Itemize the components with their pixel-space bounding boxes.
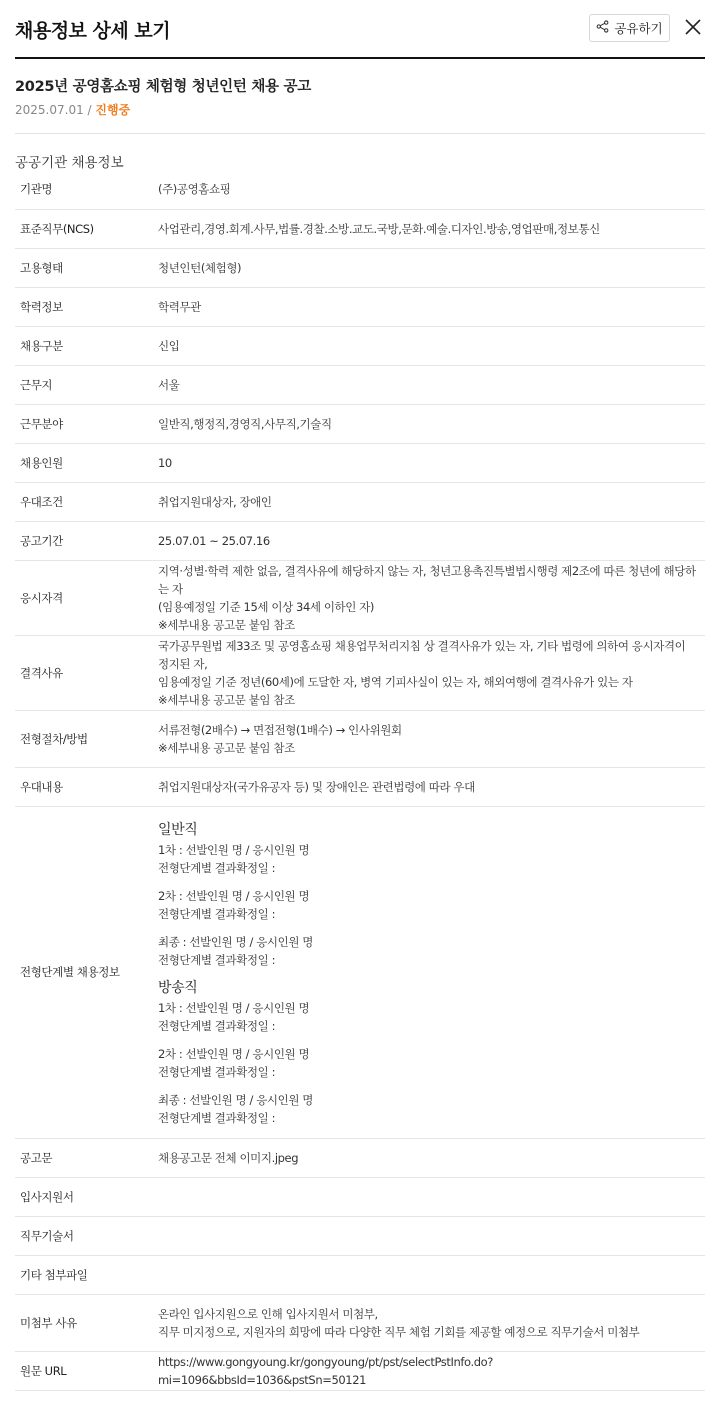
row-value — [158, 404, 705, 443]
table-row — [15, 1255, 705, 1294]
value-line: 온라인 입사지원으로 인해 입사지원서 미첨부, — [158, 1306, 378, 1321]
stage-info — [158, 806, 705, 1138]
value-line: (임용예정일 기준 15세 이상 34세 이하인 자) — [158, 599, 375, 614]
table-row — [15, 482, 705, 521]
row-label: 전형절차/방법 — [15, 710, 158, 767]
row-value — [158, 710, 705, 767]
value-line: 서류전형(2배수) → 면접전형(1배수) → 인사위원회 — [158, 722, 402, 737]
row-label: 공고기간 — [15, 521, 158, 560]
row-value — [158, 521, 705, 560]
post-meta — [15, 101, 130, 118]
row-label: 우대조건 — [15, 482, 158, 521]
spacer — [158, 1081, 697, 1091]
stage-line: 최종 : 선발인원 명 / 응시인원 명 — [158, 1092, 313, 1107]
row-label: 입사지원서 — [15, 1177, 158, 1216]
stage-line: 1차 : 선발인원 명 / 응시인원 명 — [158, 1000, 310, 1015]
value-line: 학력무관 — [158, 299, 201, 314]
row-label: 채용인원 — [15, 443, 158, 482]
table-row — [15, 170, 705, 209]
row-label: 학력정보 — [15, 287, 158, 326]
row-label: 우대내용 — [15, 767, 158, 806]
row-value — [158, 767, 705, 806]
row-value — [158, 1216, 705, 1255]
row-label: 기타 첨부파일 — [15, 1255, 158, 1294]
value-line: 직무 미지정으로, 지원자의 희망에 따라 다양한 직무 체험 기회를 제공할 예정으로 직무기술서 미첨부 — [158, 1324, 640, 1339]
row-label: 고용형태 — [15, 248, 158, 287]
row-label: 채용구분 — [15, 326, 158, 365]
page-title: 채용정보 상세 보기 — [15, 20, 171, 42]
attachment-link[interactable]: 채용공고문 전체 이미지.jpeg — [158, 1150, 299, 1165]
value-line: 취업지원대상자(국가유공자 등) 및 장애인은 관련법령에 따라 우대 — [158, 779, 475, 794]
value-line: 지역·성별·학력 제한 없음, 결격사유에 해당하지 않는 자, 청년고용촉진특별법시행령 제2조에 따른 청년에 해당하는 자 — [158, 563, 696, 596]
row-label: 공고문 — [15, 1138, 158, 1177]
table-row — [15, 443, 705, 482]
row-value — [158, 1294, 705, 1351]
value-line: 국가공무원법 제33조 및 공영홈쇼핑 채용업무처리지침 상 결격사유가 있는 자, 기타 법령에 의하여 응시자격이 정지된 자, — [158, 638, 686, 671]
stage-line: 전형단계별 결과확정일 : — [158, 1018, 276, 1033]
stage-line: 최종 : 선발인원 명 / 응시인원 명 — [158, 934, 313, 949]
divider — [15, 133, 705, 134]
spacer — [158, 1035, 697, 1045]
info-table — [15, 170, 705, 1391]
value-line: 사업관리,경영.회계.사무,법률.경찰.소방.교도.국방,문화.예술.디자인.방송,영업판매,정보통신 — [158, 221, 600, 236]
row-value — [158, 560, 705, 635]
value-line: ※세부내용 공고문 붙임 참조 — [158, 617, 295, 632]
value-line: 청년인턴(체험형) — [158, 260, 242, 275]
row-value[interactable] — [158, 1138, 705, 1177]
meta-separator: / — [87, 103, 92, 117]
row-value — [158, 443, 705, 482]
value-line: 25.07.01 ~ 25.07.16 — [158, 533, 270, 548]
row-label: 전형단계별 채용정보 — [15, 806, 158, 1138]
row-value — [158, 1255, 705, 1294]
table-row — [15, 1138, 705, 1177]
value-line: 취업지원대상자, 장애인 — [158, 494, 272, 509]
spacer — [158, 923, 697, 933]
row-label: 미첨부 사유 — [15, 1294, 158, 1351]
row-label: 근무지 — [15, 365, 158, 404]
post-title: 2025년 공영홈쇼핑 체험형 청년인턴 채용 공고 — [15, 79, 311, 95]
table-row — [15, 560, 705, 635]
close-icon[interactable] — [683, 17, 703, 37]
stage-line: 2차 : 선발인원 명 / 응시인원 명 — [158, 1046, 310, 1061]
stage-group-title: 방송직 — [158, 979, 198, 996]
stage-line: 전형단계별 결과확정일 : — [158, 952, 276, 967]
table-row — [15, 806, 705, 1138]
share-icon — [596, 20, 609, 36]
stage-line: 1차 : 선발인원 명 / 응시인원 명 — [158, 842, 310, 857]
row-value — [158, 170, 705, 209]
value-line: 신입 — [158, 338, 180, 353]
row-label: 표준직무(NCS) — [15, 209, 158, 248]
table-row — [15, 635, 705, 710]
table-row — [15, 248, 705, 287]
row-label: 근무분야 — [15, 404, 158, 443]
share-button[interactable] — [589, 14, 670, 42]
table-row — [15, 209, 705, 248]
spacer — [158, 877, 697, 887]
row-value[interactable] — [158, 1351, 705, 1390]
table-row — [15, 710, 705, 767]
row-label: 직무기술서 — [15, 1216, 158, 1255]
share-button-label: 공유하기 — [614, 21, 663, 36]
row-value — [158, 482, 705, 521]
post-date: 2025.07.01 — [15, 103, 84, 117]
value-line: ※세부내용 공고문 붙임 참조 — [158, 692, 295, 707]
stage-line: 전형단계별 결과확정일 : — [158, 906, 276, 921]
table-row — [15, 1351, 705, 1390]
row-value — [158, 326, 705, 365]
row-label: 원문 URL — [15, 1351, 158, 1390]
status-badge: 진행중 — [95, 103, 131, 117]
row-value — [158, 635, 705, 710]
value-line: ※세부내용 공고문 붙임 참조 — [158, 740, 295, 755]
row-value — [158, 365, 705, 404]
row-label: 기관명 — [15, 170, 158, 209]
spacer — [158, 969, 697, 978]
row-value — [158, 209, 705, 248]
section-title: 공공기관 채용정보 — [15, 155, 124, 171]
value-line: (주)공영홈쇼핑 — [158, 182, 231, 197]
row-value — [158, 248, 705, 287]
page-header — [15, 0, 705, 59]
row-value — [158, 1177, 705, 1216]
value-line: 10 — [158, 455, 172, 470]
row-label: 결격사유 — [15, 635, 158, 710]
table-row — [15, 326, 705, 365]
table-row — [15, 365, 705, 404]
value-line: 일반직,행정직,경영직,사무직,기술직 — [158, 416, 332, 431]
table-row — [15, 287, 705, 326]
stage-line: 2차 : 선발인원 명 / 응시인원 명 — [158, 888, 310, 903]
row-value — [158, 287, 705, 326]
table-row — [15, 1294, 705, 1351]
table-row — [15, 404, 705, 443]
table-row — [15, 767, 705, 806]
stage-line: 전형단계별 결과확정일 : — [158, 1110, 276, 1125]
stage-line: 전형단계별 결과확정일 : — [158, 1064, 276, 1079]
stage-line: 전형단계별 결과확정일 : — [158, 860, 276, 875]
table-row — [15, 1177, 705, 1216]
row-label: 응시자격 — [15, 560, 158, 635]
attachment-link[interactable]: https://www.gongyoung.kr/gongyoung/pt/pst/selectPstInfo.do?mi=1096&bbsId=1036&pstSn=50121 — [158, 1354, 493, 1387]
value-line: 임용예정일 기준 정년(60세)에 도달한 자, 병역 기피사실이 있는 자, 해외여행에 결격사유가 있는 자 — [158, 674, 633, 689]
table-row — [15, 1216, 705, 1255]
table-row — [15, 521, 705, 560]
value-line: 서울 — [158, 377, 180, 392]
stage-group-title: 일반직 — [158, 821, 198, 838]
